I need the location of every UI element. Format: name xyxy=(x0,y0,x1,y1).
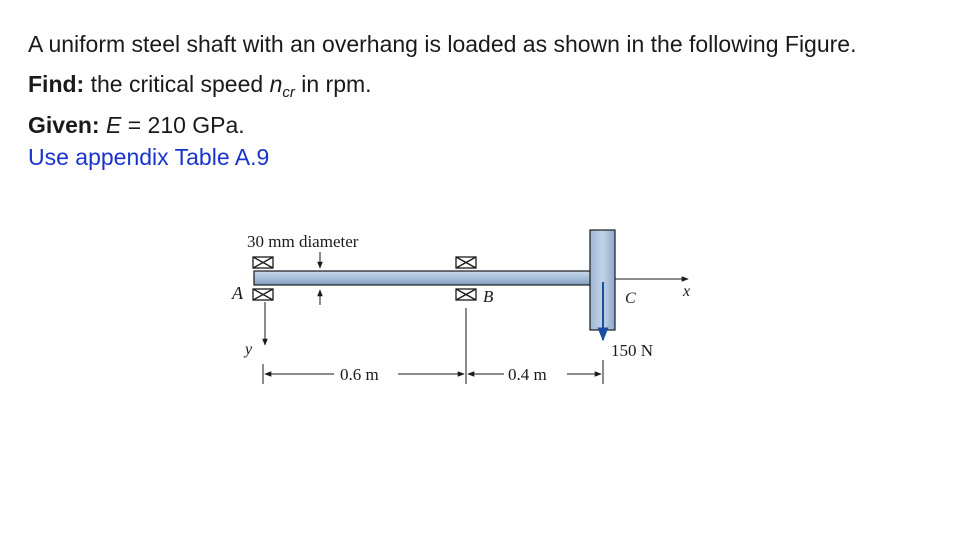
dim-bc-label: 0.4 m xyxy=(508,365,547,384)
find-pre: the critical speed xyxy=(84,71,270,97)
load-label: 150 N xyxy=(611,341,654,360)
appendix-note: Use appendix Table A.9 xyxy=(28,144,270,170)
given-label: Given: xyxy=(28,112,100,138)
given-post: = 210 GPa. xyxy=(121,112,245,138)
support-b-label: B xyxy=(483,287,494,306)
find-label: Find: xyxy=(28,71,85,97)
find-symbol: n xyxy=(269,71,283,97)
find-post: in rpm. xyxy=(294,71,372,97)
point-c-label: C xyxy=(625,290,636,307)
find-subscript: cr xyxy=(282,84,295,101)
given-symbol: E xyxy=(105,112,122,138)
y-axis-label: y xyxy=(245,341,253,358)
dim-ab-label: 0.6 m xyxy=(340,365,379,384)
shaft xyxy=(254,271,592,285)
problem-intro: A uniform steel shaft with an overhang is loaded as shown in the following Figure. xyxy=(28,31,857,57)
diameter-label: 30 mm diameter xyxy=(247,232,359,251)
x-axis-label: x xyxy=(683,283,691,300)
support-a-label: A xyxy=(232,283,243,303)
